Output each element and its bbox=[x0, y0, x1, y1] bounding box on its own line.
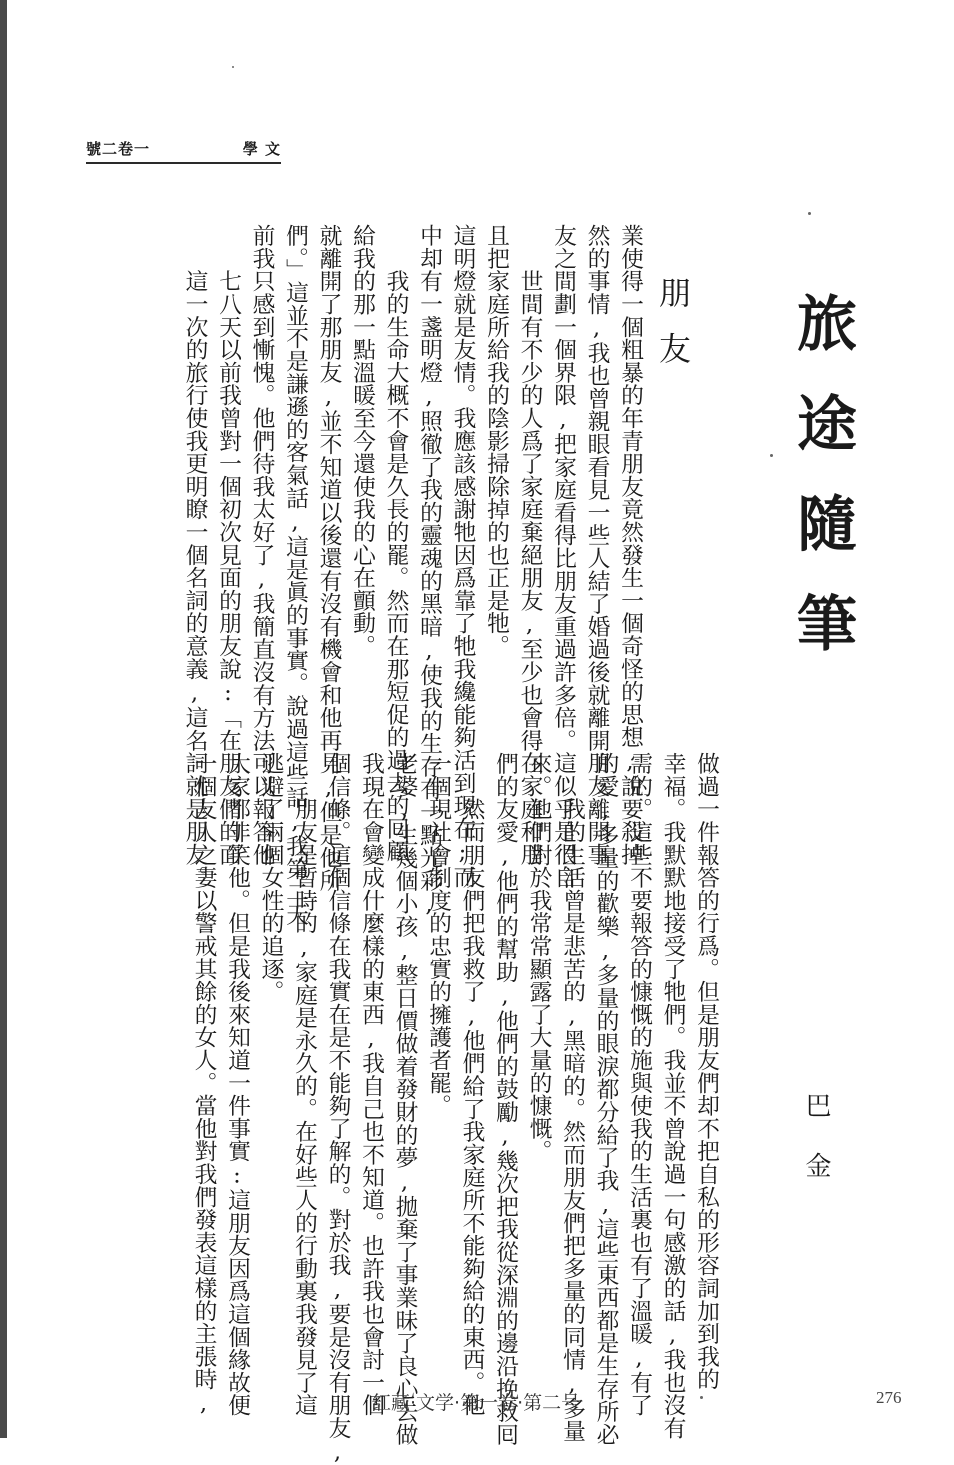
running-header bbox=[86, 136, 281, 160]
header-issue: 號二卷一 bbox=[86, 139, 151, 158]
section-title: 朋友 bbox=[654, 276, 692, 388]
scan-edge bbox=[0, 0, 7, 1438]
page-footer bbox=[0, 1388, 954, 1418]
scan-speck bbox=[770, 454, 773, 457]
article-title: 旅途隨筆 bbox=[787, 292, 857, 692]
body-text-lower: 做過一件報答的行爲。但是朋友們却不把自私的形容詞加到我的 幸福。我默默地接受了牠們。我並不曾說過一句感激的話,我也沒有 需的。這些不要報答的慷慨的施與使我的生活裏也有了溫暖,有了 的愛,多量的歡樂,多量的眼淚都分給了我,這些東西都是生存所必 我的生活曾是悲苦的,黑暗的。然而朋友們把多量的同情,多量 來。他們對於我常常顯露了大量的慷慨。 們的友愛,他們的幫助,他們的鼓勵,幾次把我從深淵的邊沿挽救囘 然而朋友們把我救了,他們給了我家庭所不能夠給的東西。他 一個現社會制度的忠實的擁護者罷。 老婆,生幾個小孩,整日價做着發財的夢,拋棄了事業昧了良心去做 我現在會變成什麼樣的東西,我自己也不知道。也許我也會討一個 個信條。這個信條在我實在是不能夠了解的。對於我,要是沒有朋友, 朋友是暫時的,家庭是永久的。在好些人的行動裏我發見了這 逃避了兩個女性的追逐。 大家都非笑他。但是我後來知道一件事實:這朋友因爲這個緣故便 一個友人之妻以警戒其餘的女人。當他對我們發表這樣的主張時, bbox=[190, 752, 719, 1465]
scan-speck bbox=[232, 66, 234, 68]
publication-title: 红藏·文学·第一卷·第二号 bbox=[372, 1392, 581, 1414]
page-number: 276 bbox=[876, 1388, 902, 1407]
header-section: 學 文 bbox=[242, 139, 281, 158]
body-text-upper: 業使得一個粗暴的年青朋友竟然發生一個奇怪的思想,說要殺掉 然的事情,我也曾親眼看見一些人結了婚過後就離開朋友離開事 友之間劃一個界限,把家庭看得比朋友重過許多倍。這似乎是很自 世間有不少的人爲了家庭棄絕朋友,至少也會得在家庭和朋 且把家庭所給我的陰影掃除掉的也正是牠。 這明燈就是友情。我應該感謝牠因爲靠了牠我纔能夠活到現在;而 中却有一盞明燈,照徹了我的靈魂的黑暗,使我的生存有一點光彩, 我的生命大概不會是久長的罷。然而在那短促的過去的囘顧 給我的那一點溫暖至今還使我的心在顫動。 就離開了那朋友,並不知道以後還有沒有機會和他再見,但是他所 們。」這並不是謙遜的客氣話,這是眞的事實。說過這些話,我第二天 前我只感到慚愧。他們待我太好了,我簡直沒有方法可以報答他 七八天以前我曾對一個初次見面的朋友說:「在朋友們的面 這一次的旅行使我更明瞭一個名詞的意義,這名詞就是朋友。 bbox=[181, 224, 643, 926]
scan-speck bbox=[808, 212, 811, 215]
scan-speck bbox=[700, 1396, 703, 1399]
author-name: 巴金 bbox=[801, 1092, 831, 1212]
header-rule bbox=[86, 162, 281, 164]
